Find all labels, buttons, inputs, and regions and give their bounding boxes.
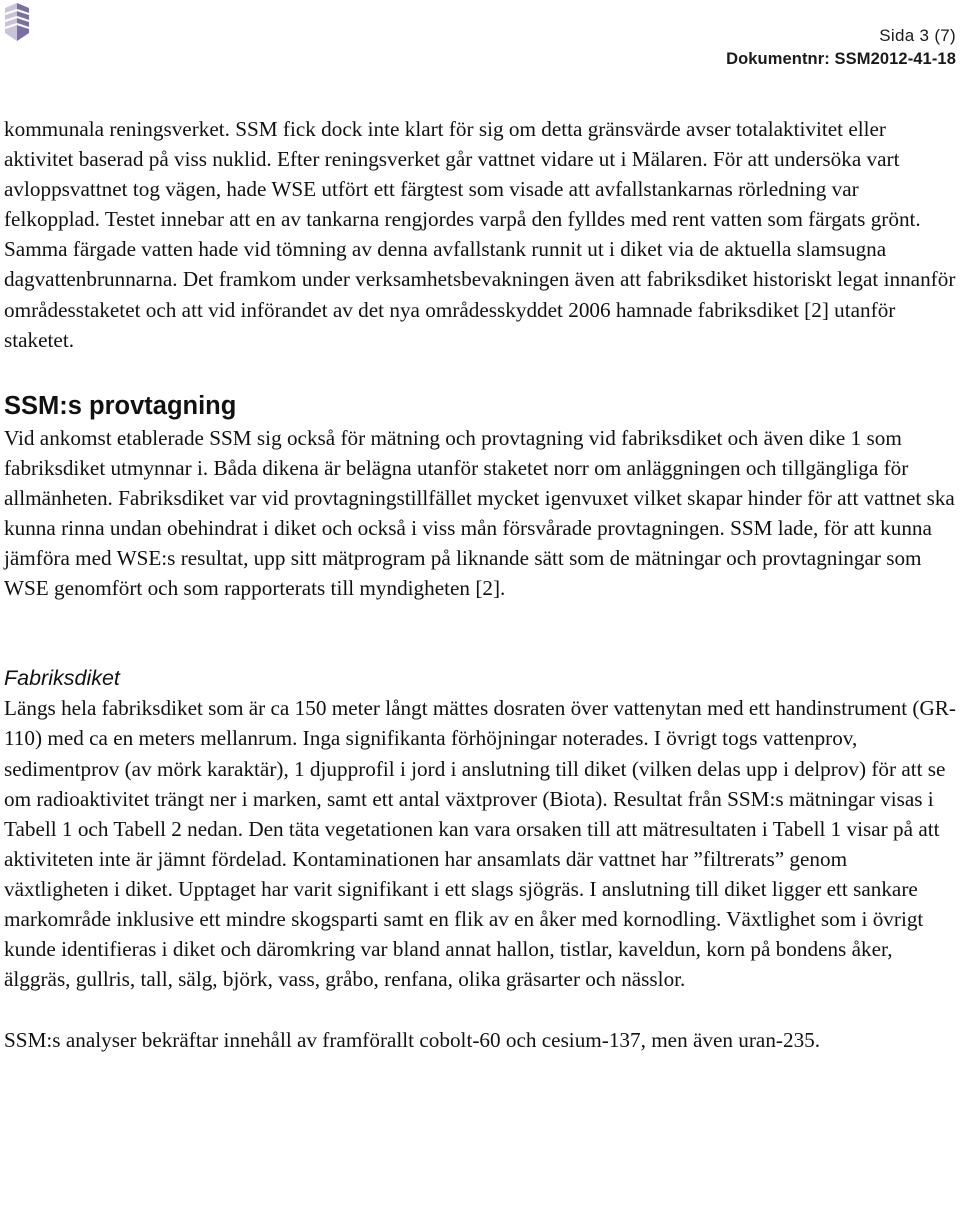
paragraph-analyser: SSM:s analyser bekräftar innehåll av framförallt cobolt-60 och cesium-137, men även uran-235. xyxy=(4,1028,821,1053)
page-number: Sida 3 (7) xyxy=(879,26,956,45)
page-header xyxy=(726,24,956,71)
subsection-heading-fabriksdiket: Fabriksdiket xyxy=(4,666,120,691)
document-number: Dokumentnr: SSM2012-41-18 xyxy=(726,50,956,68)
paragraph-reningsverket: kommunala reningsverket. SSM fick dock inte klart för sig om detta gränsvärde avser totalaktivitet eller aktivitet baserad på viss nuklid. Efter reningsverket går vattnet vidare ut i Mälaren. För att undersöka vart avloppsvattnet tog vägen, hade WSE utfört ett färgtest som visade att avfallstankarnas rörledning var felkopplad. Testet innebar att en av tankarna rengjordes varpå den fylldes med rent vatten som färgats grönt. Samma färgade vatten hade vid tömning av denna avfallstank runnit ut i diket via de aktuella slamsugna dagvattenbrunnarna. Det framkom under verksamhetsbevakningen även att fabriksdiket historiskt legat innanför områdesstaketet och att vid införandet av det nya områdesskyddet 2006 hamnade fabriksdiket [2] utanför staketet. xyxy=(4,117,956,352)
document-body xyxy=(4,114,956,1055)
ssm-logo-icon xyxy=(3,2,31,42)
section-heading-provtagning: SSM:s provtagning xyxy=(4,391,237,420)
paragraph-provtagning: Vid ankomst etablerade SSM sig också för mätning och provtagning vid fabriksdiket och även dike 1 som fabriksdiket utmynnar i. Båda dikena är belägna utanför staketet norr om anläggningen och tillgängliga för allmänheten. Fabriksdiket var vid provtagningstillfället mycket igenvuxet vilket skapar hinder för att vattnet ska kunna rinna undan obehindrat i diket och också i viss mån försvårade provtagningen. SSM lade, för att kunna jämföra med WSE:s resultat, upp sitt mätprogram på liknande sätt som de mätningar och provtagningar som WSE genomfört och som rapporterats till myndigheten [2]. xyxy=(4,425,955,601)
paragraph-fabriksdiket: Längs hela fabriksdiket som är ca 150 meter långt mättes dosraten över vattenytan med ett handinstrument (GR-110) med ca en meters mellanrum. Inga signifikanta förhöjningar noterades. I övrigt togs vattenprov, sedimentprov (av mörk karaktär), 1 djupprofil i jord i anslutning till diket (vilken delas upp i delprov) för att se om radioaktivitet trängt ner i marken, samt ett antal växtprover (Biota). Resultat från SSM:s mätningar visas i Tabell 1 och Tabell 2 nedan. Den täta vegetationen kan vara orsaken till att mätresultaten i Tabell 1 visar på att aktiviteten inte är jämnt fördelad. Kontaminationen har ansamlats där vattnet har ”filtrerats” genom växtligheten i diket. Upptaget har varit signifikant i ett slags sjögräs. I anslutning till diket ligger ett sankare markområde inklusive ett mindre skogsparti samt en flik av en åker med kornodling. Växtlighet som i övrigt kunde identifieras i diket och däromkring var bland annat hallon, tistlar, kaveldun, korn på bondens åker, älggräs, gullris, tall, sälg, björk, vass, gråbo, renfana, olika gräsarter och nässlor. xyxy=(4,696,956,992)
